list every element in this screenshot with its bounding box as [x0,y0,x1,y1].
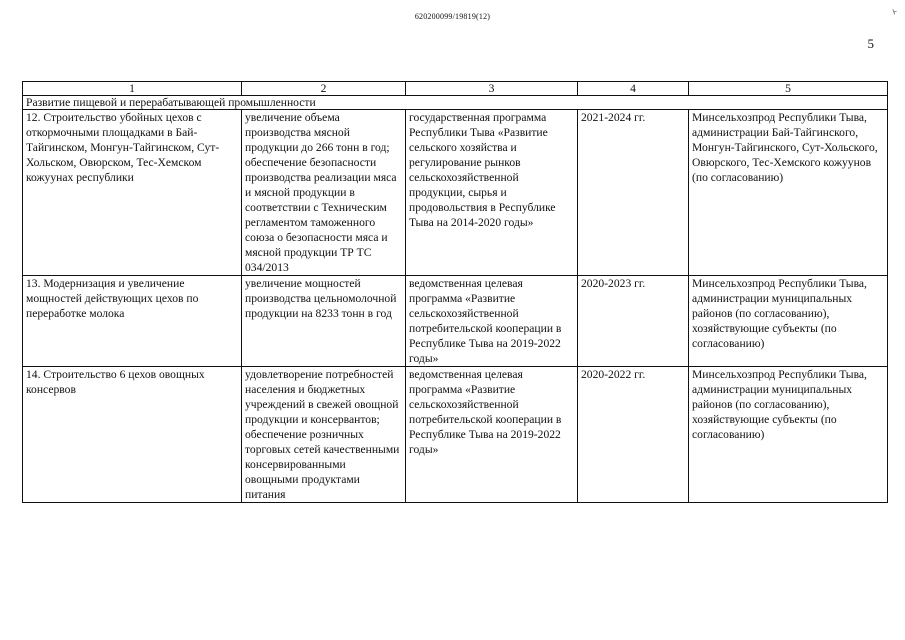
table-row [23,276,888,367]
result-cell: увеличение объема производства мясной продукции до 266 тонн в год; обеспечение безопасности производства реализации мяса и мясной продукции в соответствии с Техническим регламентом таможенного союза о безопасности мяса и мясной продукции ТР ТС 034/2013 [242,110,406,276]
page-number: 5 [867,36,874,51]
table-row [23,110,888,276]
program-cell: ведомственная целевая программа «Развитие сельскохозяйственной потребительской кооперации в Республике Тыва на 2019-2022 годы» [406,276,578,367]
period-cell: 2020-2023 гг. [578,276,689,367]
activities-table [22,81,888,503]
executors-cell: Минсельхозпрод Республики Тыва, администрации Бай-Тайгинского, Монгун-Тайгинского, Сут-Хольского, Овюрского, Тес-Хемского кожуунов (по согласованию) [689,110,888,276]
activity-cell: 12. Строительство убойных цехов с откормочными площадками в Бай-Тайгинском, Монгун-Тайгинском, Сут-Хольском, Овюрском, Тес-Хемском кожуунах республики [23,110,242,276]
result-cell: увеличение мощностей производства цельномолочной продукции на 8233 тонн в год [242,276,406,367]
activity-cell: 14. Строительство 6 цехов овощных консервов [23,367,242,503]
executors-cell: Минсельхозпрод Республики Тыва, администрации муниципальных районов (по согласованию), хозяйствующие субъекты (по согласованию) [689,367,888,503]
period-cell: 2020-2022 гг. [578,367,689,503]
document-id: 620200099/19819(12) [414,12,491,21]
section-title: Развитие пищевой и перерабатывающей промышленности [23,96,888,110]
column-number: 4 [578,82,689,96]
section-row [23,96,888,110]
executors-cell: Минсельхозпрод Республики Тыва, администрации муниципальных районов (по согласованию), хозяйствующие субъекты (по согласованию) [689,276,888,367]
column-number: 3 [406,82,578,96]
column-number: 1 [23,82,242,96]
program-cell: ведомственная целевая программа «Развитие сельскохозяйственной потребительской кооперации в Республике Тыва на 2019-2022 годы» [406,367,578,503]
column-number-row [23,82,888,96]
column-number: 2 [242,82,406,96]
corner-mark: ᢣ [892,7,897,17]
result-cell: удовлетворение потребностей населения и бюджетных учреждений в свежей овощной продукции и консервантов; обеспечение розничных торговых сетей качественными консервированными овощными продуктами питания [242,367,406,503]
program-cell: государственная программа Республики Тыва «Развитие сельского хозяйства и регулирование рынков сельскохозяйственной продукции, сырья и продовольствия в Республике Тыва на 2014-2020 годы» [406,110,578,276]
activity-cell: 13. Модернизация и увеличение мощностей действующих цехов по переработке молока [23,276,242,367]
period-cell: 2021-2024 гг. [578,110,689,276]
table-row [23,367,888,503]
column-number: 5 [689,82,888,96]
